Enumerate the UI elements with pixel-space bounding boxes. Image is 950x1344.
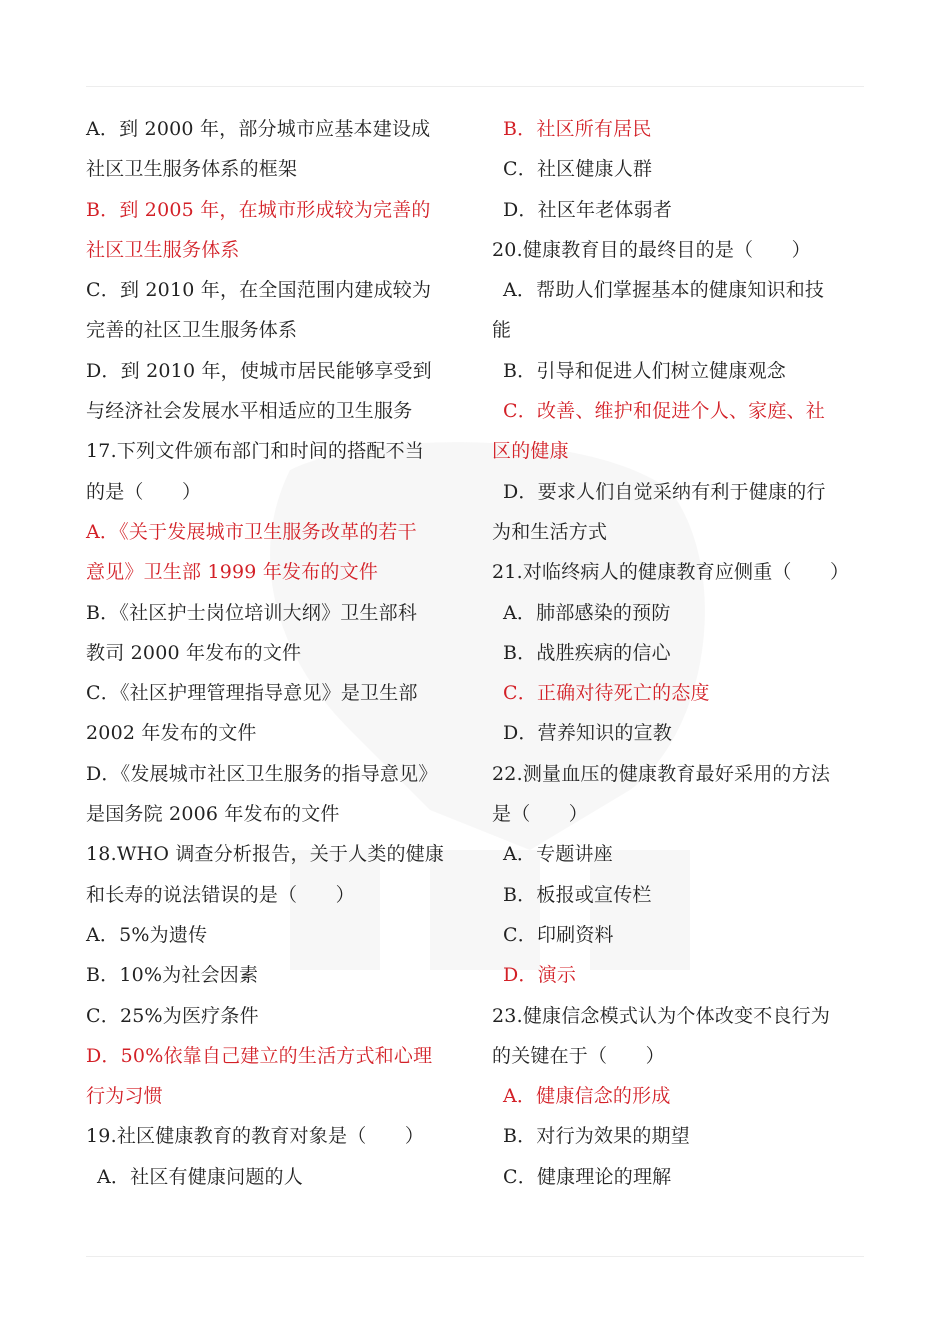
answer-line: B．社区所有居民 <box>503 118 652 140</box>
text-line: A．5%为遗传 <box>86 923 208 946</box>
text-line: 21.对临终病人的健康教育应侧重（ ） <box>492 561 850 584</box>
header-rule <box>86 86 864 87</box>
footer-rule <box>86 1256 864 1257</box>
text-line: C．到 2010 年，在全国范围内建成较为 <box>86 279 432 302</box>
answer-line: D．50%依靠自己建立的生活方式和心理 <box>86 1044 433 1067</box>
text-line: 的关键在于（ ） <box>492 1044 665 1067</box>
text-line: A．到 2000 年，部分城市应基本建设成 <box>86 118 431 140</box>
text-line: B．板报或宣传栏 <box>503 883 652 906</box>
text-line: A．帮助人们掌握基本的健康知识和技 <box>503 279 825 302</box>
text-line: B．战胜疾病的信心 <box>503 641 671 664</box>
text-line: 是（ ） <box>492 803 589 826</box>
text-line: D．要求人们自觉采纳有利于健康的行 <box>503 480 826 503</box>
text-line: B．引导和促进人们树立健康观念 <box>503 359 786 382</box>
text-line: 与经济社会发展水平相适应的卫生服务 <box>86 400 413 423</box>
text-line: 能 <box>492 319 512 342</box>
answer-line: 区的健康 <box>492 440 569 463</box>
answer-line: D．演示 <box>503 964 577 987</box>
text-line: 17.下列文件颁布部门和时间的搭配不当 <box>86 440 425 463</box>
text-line: 为和生活方式 <box>492 520 608 543</box>
answer-line: 意见》卫生部 1999 年发布的文件 <box>86 561 379 584</box>
text-line: 19.社区健康教育的教育对象是（ ） <box>86 1125 425 1148</box>
text-line: 20.健康教育目的最终目的是（ ） <box>492 238 811 261</box>
left-column <box>86 109 478 1197</box>
text-line: C．健康理论的理解 <box>503 1165 672 1188</box>
answer-line: 行为习惯 <box>86 1085 163 1108</box>
text-line: D．社区年老体弱者 <box>503 198 673 221</box>
answer-line: C．改善、维护和促进个人、家庭、社 <box>503 400 825 423</box>
text-line: A．肺部感染的预防 <box>503 601 671 624</box>
answer-line: 社区卫生服务体系 <box>86 238 240 261</box>
text-line: C．25%为医疗条件 <box>86 1004 259 1027</box>
text-line: 和长寿的说法错误的是（ ） <box>86 883 355 906</box>
text-line: 完善的社区卫生服务体系 <box>86 319 298 342</box>
text-line: A．社区有健康问题的人 <box>97 1165 303 1188</box>
right-column <box>492 109 868 1197</box>
answer-line: A．健康信念的形成 <box>503 1085 671 1108</box>
text-line: C．印刷资料 <box>503 923 614 946</box>
text-line: B．《社区护士岗位培训大纲》卫生部科 <box>86 601 418 624</box>
text-line: 22.测量血压的健康教育最好采用的方法 <box>492 762 831 785</box>
text-line: 的是（ ） <box>86 480 202 503</box>
text-line: D．营养知识的宣教 <box>503 722 673 745</box>
answer-line: C．正确对待死亡的态度 <box>503 682 710 705</box>
text-line: B．对行为效果的期望 <box>503 1125 690 1148</box>
text-line: 教司 2000 年发布的文件 <box>86 641 302 664</box>
answer-line: A．《关于发展城市卫生服务改革的若干 <box>86 520 417 543</box>
text-line: 18.WHO 调查分析报告，关于人类的健康 <box>86 843 445 866</box>
text-line: 2002 年发布的文件 <box>86 722 257 745</box>
answer-line: B．到 2005 年，在城市形成较为完善的 <box>86 198 431 221</box>
text-line: C．《社区护理管理指导意见》是卫生部 <box>86 682 418 705</box>
text-line: C．社区健康人群 <box>503 158 653 181</box>
text-line: 23.健康信念模式认为个体改变不良行为 <box>492 1004 831 1027</box>
text-line: A．专题讲座 <box>503 843 613 866</box>
text-line: 是国务院 2006 年发布的文件 <box>86 803 340 826</box>
text-line: B．10%为社会因素 <box>86 964 259 987</box>
text-line: D．到 2010 年，使城市居民能够享受到 <box>86 359 432 382</box>
text-line: 社区卫生服务体系的框架 <box>86 158 298 181</box>
text-line: D．《发展城市社区卫生服务的指导意见》 <box>86 762 438 785</box>
